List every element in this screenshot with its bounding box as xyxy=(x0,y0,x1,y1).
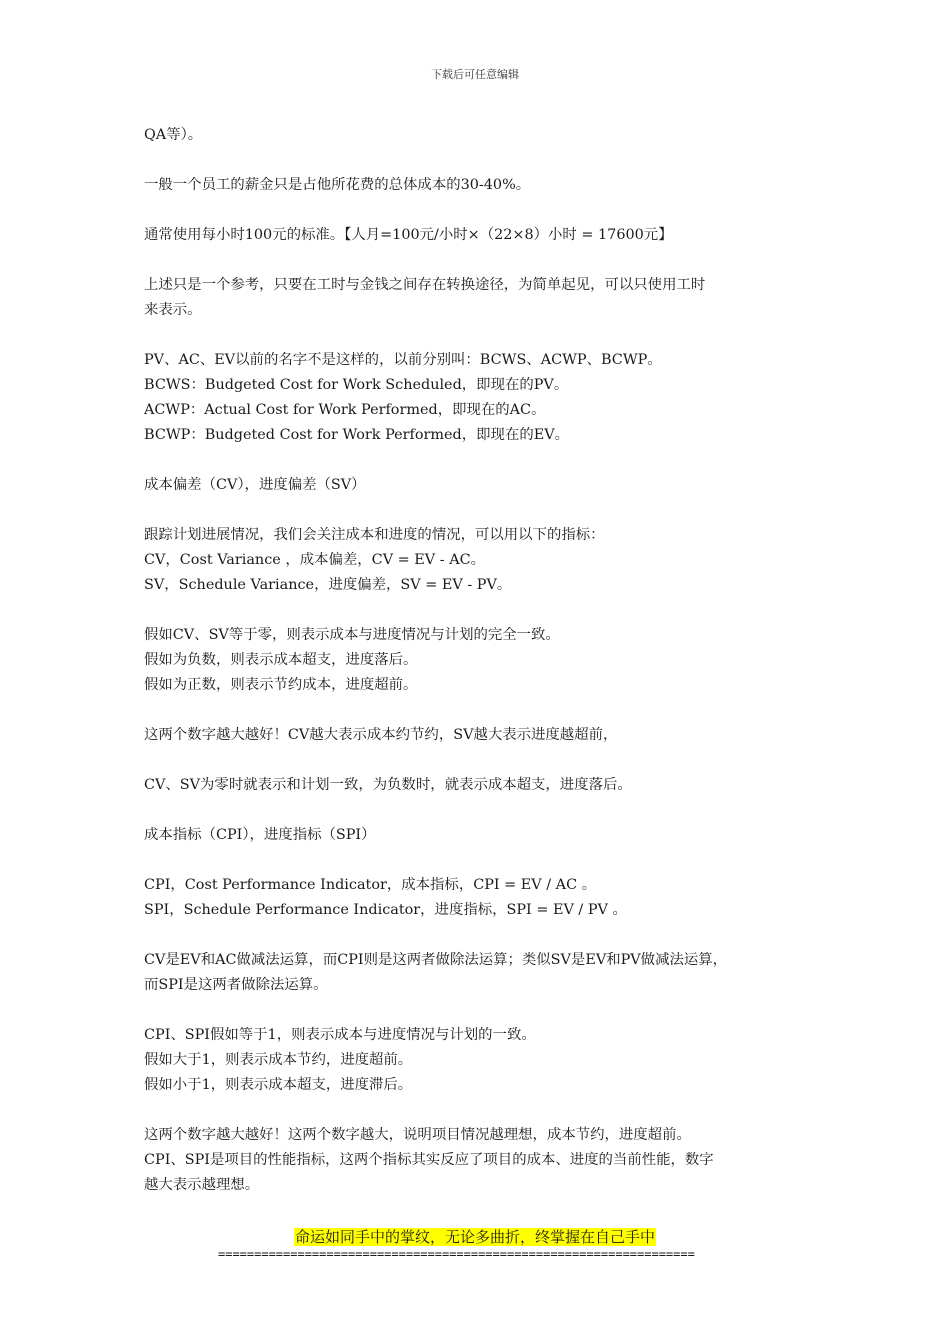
section-heading: 成本指标（CPI），进度指标（SPI） xyxy=(144,827,376,843)
paragraph: CPI，Cost Performance Indicator，成本指标，CPI = EV / AC 。 SPI，Schedule Performance Indicator，进度指标，SPI = EV / PV 。 xyxy=(144,877,627,918)
paragraph: CV是EV和AC做减法运算，而CPI则是这两者做除法运算；类似SV是EV和PV做减法运算， 而SPI是这两者做除法运算。 xyxy=(144,952,728,993)
section-heading: 成本偏差（CV），进度偏差（SV） xyxy=(144,477,366,493)
paragraph: 上述只是一个参考，只要在工时与金钱之间存在转换途径，为简单起见，可以只使用工时 来表示。 xyxy=(144,277,706,318)
page-header: 下载后可任意编辑 xyxy=(431,68,519,81)
paragraph: 一般一个员工的薪金只是占他所花费的总体成本的30-40%。 xyxy=(144,177,531,193)
paragraph: 假如CV、SV等于零，则表示成本与进度情况与计划的完全一致。 假如为负数，则表示成本超支，进度落后。 假如为正数，则表示节约成本，进度超前。 xyxy=(144,627,560,693)
paragraph: 这两个数字越大越好！这两个数字越大，说明项目情况越理想，成本节约，进度超前。 CPI、SPI是项目的性能指标，这两个指标其实反应了项目的成本、进度的当前性能，数字 越大表示越理想。 xyxy=(144,1127,714,1193)
paragraph: 跟踪计划进展情况，我们会关注成本和进度的情况，可以用以下的指标： CV，Cost Variance ，成本偏差，CV = EV - AC。 SV，Schedule Variance，进度偏差，SV = EV - PV。 xyxy=(144,527,605,593)
footer-motto xyxy=(0,1226,950,1248)
paragraph: 这两个数字越大越好！CV越大表示成本约节约，SV越大表示进度越超前， xyxy=(144,727,618,743)
paragraph: CPI、SPI假如等于1，则表示成本与进度情况与计划的一致。 假如大于1，则表示成本节约，进度超前。 假如小于1，则表示成本超支，进度滞后。 xyxy=(144,1027,536,1093)
document-body xyxy=(144,123,816,1198)
paragraph: QA等）。 xyxy=(144,127,203,143)
paragraph: PV、AC、EV以前的名字不是这样的，以前分别叫：BCWS、ACWP、BCWP。 BCWS：Budgeted Cost for Work Scheduled，即现在的PV。 ACWP：Actual Cost for Work Performed，即现在的AC。 BCWP：Budgeted Cost for Work Performed，即现在的EV。 xyxy=(144,352,662,443)
paragraph: CV、SV为零时就表示和计划一致，为负数时，就表示成本超支，进度落后。 xyxy=(144,777,632,793)
footer-divider: ================================================================== xyxy=(218,1247,695,1261)
footer-motto-text: 命运如同手中的掌纹，无论多曲折，终掌握在自己手中 xyxy=(294,1228,655,1246)
paragraph: 通常使用每小时100元的标准。【人月=100元/小时×（22×8）小时 = 17600元】 xyxy=(144,227,673,243)
